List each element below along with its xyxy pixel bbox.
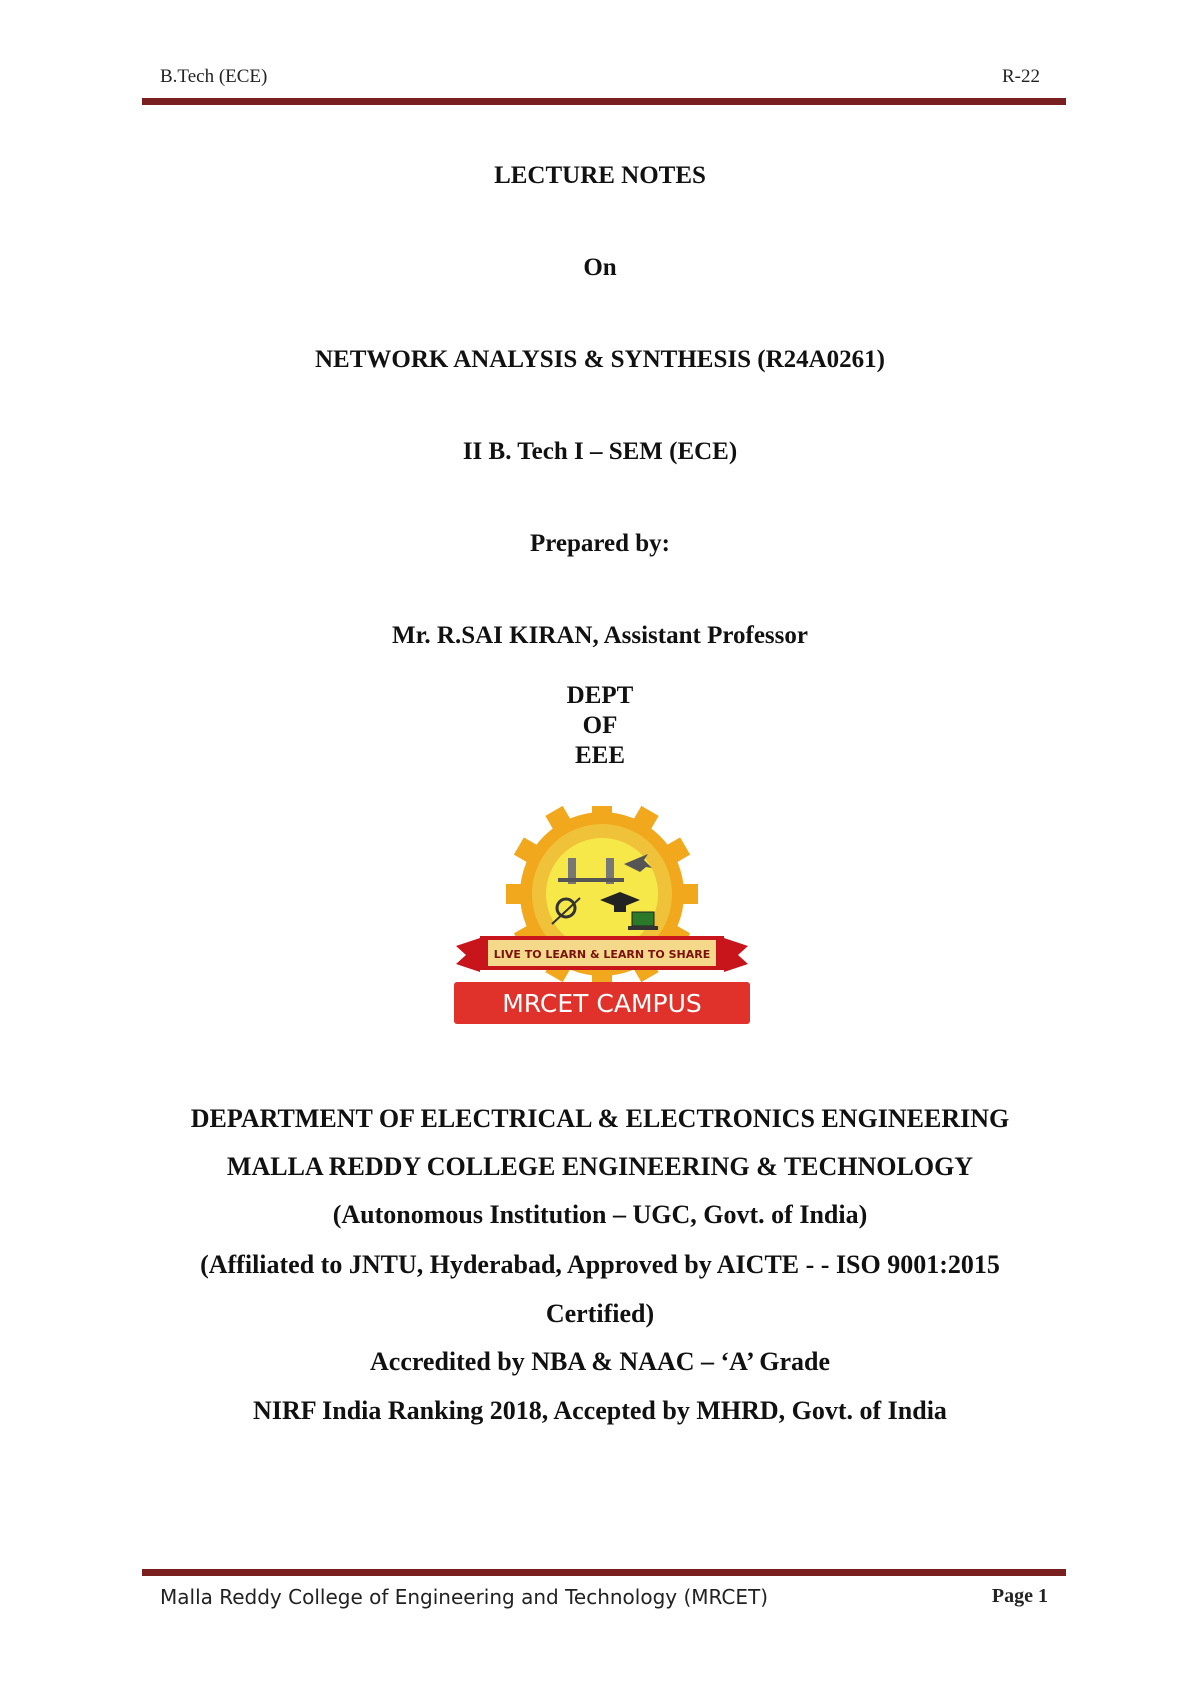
page-number: Page 1 — [991, 1585, 1048, 1607]
dept-line: DEPT — [566, 682, 634, 709]
institution-line: (Autonomous Institution – UGC, Govt. of India) — [332, 1200, 868, 1229]
header-regulation-label: R-22 — [1002, 66, 1040, 87]
prepared-by-label: Prepared by: — [529, 530, 671, 557]
institution-line: MALLA REDDY COLLEGE ENGINEERING & TECHNOLOGY — [226, 1152, 974, 1181]
author-name: Mr. R.SAI KIRAN, Assistant Professor — [392, 622, 808, 649]
semester-label: II B. Tech I – SEM (ECE) — [462, 438, 738, 465]
mrcet-logo-icon — [450, 806, 754, 1030]
dept-line: EEE — [574, 742, 626, 769]
header-rule — [142, 98, 1066, 105]
footer-college-name: Malla Reddy College of Engineering and Technology (MRCET) — [160, 1585, 769, 1609]
logo-motto-text: LIVE TO LEARN & LEARN TO SHARE — [493, 948, 711, 961]
page-header — [142, 66, 1058, 96]
logo-banner-text: MRCET CAMPUS — [502, 989, 702, 1018]
header-course-label: B.Tech (ECE) — [160, 66, 268, 87]
page-footer — [142, 1585, 1058, 1615]
title-on: On — [583, 254, 617, 281]
institution-line: (Affiliated to JNTU, Hyderabad, Approved by AICTE - - ISO 9001:2015 — [200, 1250, 1000, 1279]
course-title: NETWORK ANALYSIS & SYNTHESIS (R24A0261) — [314, 346, 886, 373]
document-title: LECTURE NOTES — [494, 162, 706, 189]
institution-line: Certified) — [545, 1299, 655, 1328]
footer-rule — [142, 1569, 1066, 1576]
institution-line: DEPARTMENT OF ELECTRICAL & ELECTRONICS ENGINEERING — [190, 1104, 1010, 1133]
institution-line: Accredited by NBA & NAAC – ‘A’ Grade — [370, 1347, 830, 1376]
dept-line: OF — [582, 712, 618, 739]
institution-line: NIRF India Ranking 2018, Accepted by MHRD, Govt. of India — [253, 1396, 947, 1425]
college-logo — [450, 806, 754, 1030]
